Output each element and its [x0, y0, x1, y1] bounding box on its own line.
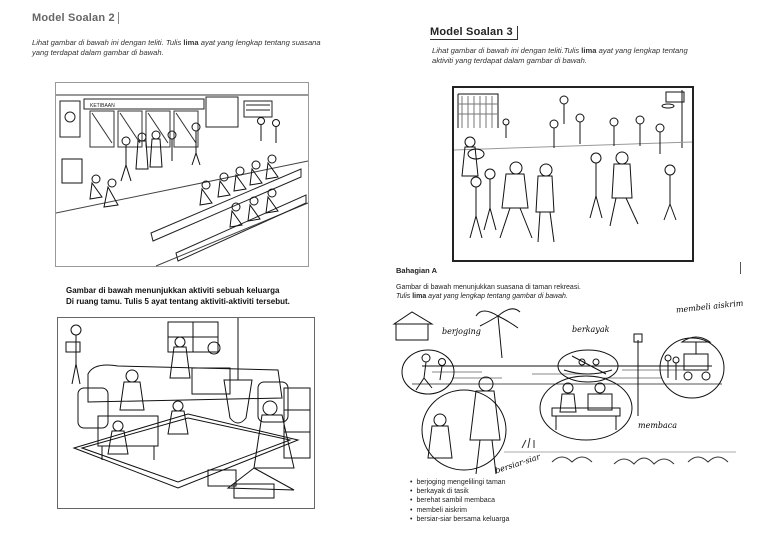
- label-berjoging: berjoging: [442, 327, 481, 336]
- park-illustration: [392, 298, 744, 478]
- left-caption-line1: Gambar di bawah menunjukkan aktiviti sebuah keluarga: [66, 286, 280, 295]
- activity-item: • berjoging mengelilingi taman: [410, 478, 610, 487]
- left-caption-line2: Di ruang tamu. Tulis 5 ayat tentang aktiviti-aktiviti tersebut.: [66, 297, 290, 306]
- label-membeli-aiskrim: membeli aiskrim: [675, 298, 744, 315]
- park-intro: [396, 283, 696, 301]
- left-instruction: [32, 38, 337, 58]
- right-instruction: [432, 46, 694, 66]
- left-instruction-bold: lima: [183, 38, 199, 47]
- label-membaca: membaca: [638, 421, 678, 430]
- living-room-illustration: [57, 317, 315, 509]
- left-title: [32, 12, 119, 24]
- left-title-text: Model Soalan 2: [32, 12, 115, 24]
- page-edge-mark: [740, 262, 741, 274]
- right-title-text: Model Soalan 3: [430, 26, 513, 38]
- activity-item: • membeli aiskrim: [410, 506, 610, 515]
- right-title: [430, 26, 518, 40]
- activity-item: • bersiar-siar bersama keluarga: [410, 515, 610, 524]
- right-instruction-bold: lima: [581, 46, 597, 55]
- right-instruction-pre: Lihat gambar di bawah ini dengan teliti.Tulis: [432, 46, 582, 55]
- section-heading-text: Bahagian A: [396, 266, 437, 275]
- right-instruction-post: ayat yang lengkap tentang aktiviti yang terdapat dalam gambar di bawah.: [432, 46, 688, 65]
- activity-item: • berkayak di tasik: [410, 487, 610, 496]
- left-instruction-post: ayat yang lengkap tentang suasana yang terdapat dalam gambar di bawah.: [32, 38, 321, 57]
- left-caption: [66, 285, 326, 307]
- label-berkayak: berkayak: [572, 325, 610, 334]
- clinic-illustration: [55, 82, 309, 267]
- playground-illustration: [452, 86, 694, 262]
- activity-list: [410, 478, 610, 524]
- park-intro-line1: Gambar di bawah menunjukkan suasana di taman rekreasi.: [396, 284, 581, 291]
- activity-item: • berehat sambil membaca: [410, 496, 610, 505]
- left-instruction-pre: Lihat gambar di bawah ini dengan teliti. Tulis: [32, 38, 184, 47]
- label-bersiar-siar: bersiar-siar: [493, 452, 542, 476]
- counter-sign: KETIBAAN: [90, 103, 115, 109]
- section-heading: [396, 266, 437, 275]
- park-intro-line2: Tulis lima ayat yang lengkap tentang gambar di bawah.: [396, 293, 568, 300]
